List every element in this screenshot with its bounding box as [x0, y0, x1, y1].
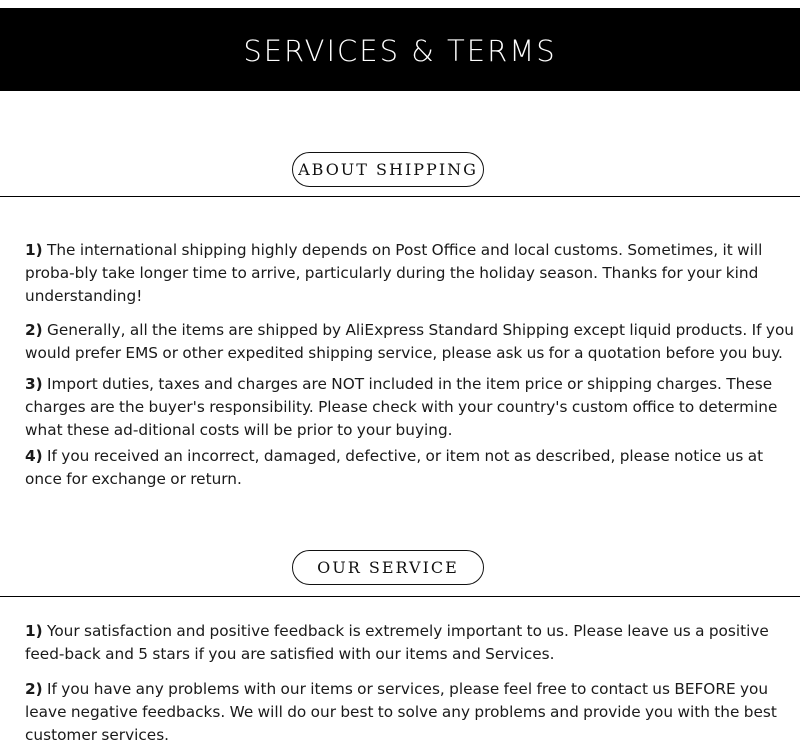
shipping-item-3: [25, 373, 795, 442]
shipping-item-4: [25, 445, 795, 491]
item-text: The international shipping highly depends on Post Office and local customs. Sometimes, it will proba-bly take longer time to arrive, particularly during the holiday season. Thanks for your kind understanding!: [25, 241, 763, 305]
our-service-heading: OUR SERVICE: [292, 550, 484, 585]
item-number: 1): [25, 622, 43, 640]
about-shipping-heading: ABOUT SHIPPING: [292, 152, 484, 187]
item-number: 4): [25, 447, 43, 465]
shipping-item-2: [25, 319, 795, 365]
section-divider: [0, 196, 800, 197]
item-text: Your satisfaction and positive feedback is extremely important to us. Please leave us a positive feed-back and 5 stars if you are satisfied with our items and Services.: [25, 622, 769, 663]
our-service-header: [0, 550, 800, 590]
header-banner: [0, 8, 800, 91]
service-item-2: [25, 678, 795, 747]
page-title: SERVICES & TERMS: [243, 33, 557, 68]
item-text: Import duties, taxes and charges are NOT included in the item price or shipping charges. These charges are the buyer's responsibility. Please check with your country's custom office to determine what these ad-ditional costs will be prior to your buying.: [25, 375, 778, 439]
section-divider: [0, 596, 800, 597]
item-number: 1): [25, 241, 43, 259]
item-text: Generally, all the items are shipped by AliExpress Standard Shipping except liquid products. If you would prefer EMS or other expedited shipping service, please ask us for a quotation before you buy.: [25, 321, 794, 362]
item-text: If you received an incorrect, damaged, defective, or item not as described, please notice us at once for exchange or return.: [25, 447, 764, 488]
shipping-item-1: [25, 239, 795, 308]
shipping-list: [25, 239, 795, 491]
item-text: If you have any problems with our items or services, please feel free to contact us BEFORE you leave negative feedbacks. We will do our best to solve any problems and provide you with the best customer services.: [25, 680, 777, 744]
service-list: [25, 620, 795, 747]
item-number: 3): [25, 375, 43, 393]
about-shipping-header: [0, 152, 800, 192]
item-number: 2): [25, 680, 43, 698]
service-item-1: [25, 620, 795, 666]
item-number: 2): [25, 321, 43, 339]
